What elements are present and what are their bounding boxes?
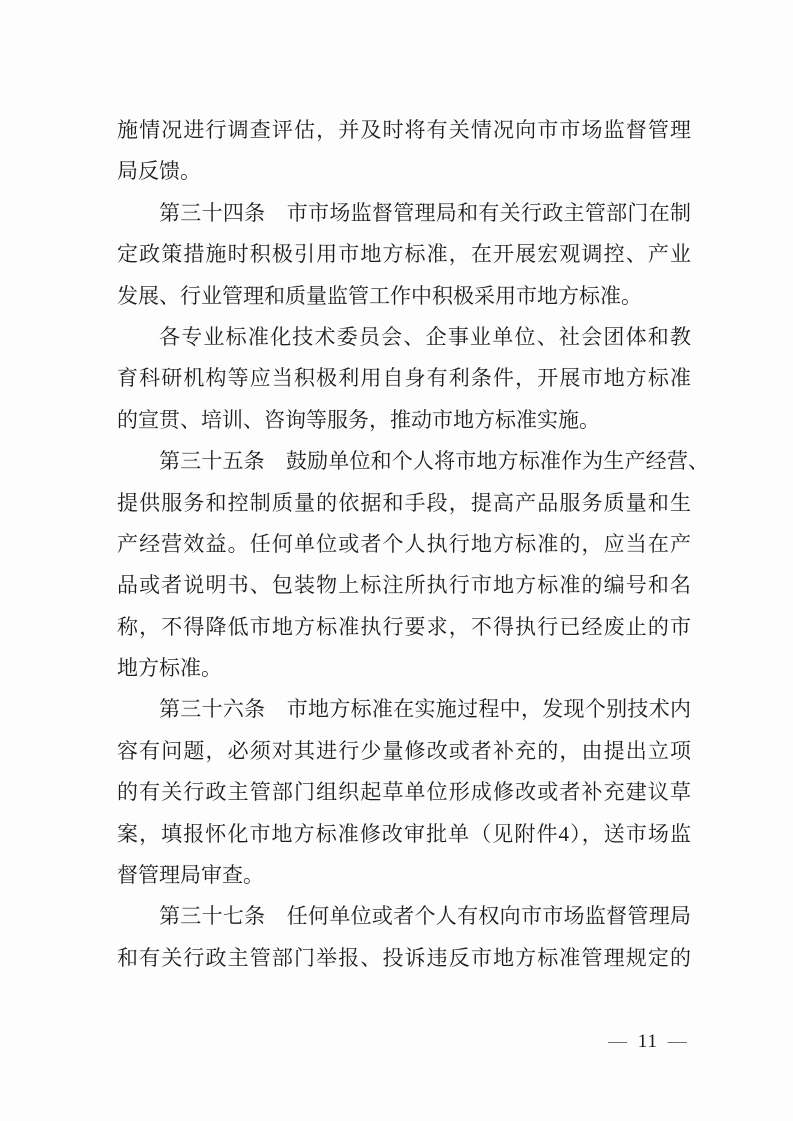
text-line: 局反馈。 bbox=[117, 159, 201, 184]
text-line: 定政策措施时积极引用市地方标准，在开展宏观调控、产业 bbox=[117, 242, 691, 267]
text-line: 第三十七条 任何单位或者个人有权向市市场监督管理局 bbox=[159, 904, 691, 929]
text-line: 称，不得降低市地方标准执行要求，不得执行已经废止的市 bbox=[117, 614, 691, 639]
page-number-value: 11 bbox=[637, 1031, 659, 1052]
text-line: 督管理局审查。 bbox=[117, 863, 264, 888]
text-line: 和有关行政主管部门举报、投诉违反市地方标准管理规定的 bbox=[117, 945, 691, 970]
text-line: 育科研机构等应当积极利用自身有利条件，开展市地方标准 bbox=[117, 366, 691, 391]
text-line: 提供服务和控制质量的依据和手段，提高产品服务质量和生 bbox=[117, 490, 691, 515]
text-line: 的宣贯、培训、咨询等服务，推动市地方标准实施。 bbox=[117, 407, 600, 432]
page-number-dash-right: — bbox=[667, 1031, 688, 1052]
page-number bbox=[604, 1031, 692, 1053]
text-line: 第三十六条 市地方标准在实施过程中，发现个别技术内 bbox=[159, 697, 691, 722]
text-line: 地方标准。 bbox=[117, 656, 222, 681]
text-line: 产经营效益。任何单位或者个人执行地方标准的，应当在产 bbox=[117, 531, 691, 556]
text-line: 品或者说明书、包装物上标注所执行市地方标准的编号和名 bbox=[117, 573, 691, 598]
text-line: 发展、行业管理和质量监管工作中积极采用市地方标准。 bbox=[117, 283, 642, 308]
text-line: 案，填报怀化市地方标准修改审批单（见附件4），送市场监 bbox=[117, 821, 691, 846]
text-line: 各专业标准化技术委员会、企事业单位、社会团体和教 bbox=[159, 324, 691, 349]
page-number-dash-left: — bbox=[608, 1031, 628, 1052]
text-line: 的有关行政主管部门组织起草单位形成修改或者补充建议草 bbox=[117, 780, 691, 805]
document-text bbox=[117, 110, 709, 979]
text-line: 容有问题，必须对其进行少量修改或者补充的，由提出立项 bbox=[117, 738, 691, 763]
text-line: 施情况进行调查评估，并及时将有关情况向市市场监督管理 bbox=[117, 118, 691, 142]
text-line: 第三十四条 市市场监督管理局和有关行政主管部门在制 bbox=[159, 200, 691, 225]
text-line: 第三十五条 鼓励单位和个人将市地方标准作为生产经营、 bbox=[159, 449, 709, 474]
